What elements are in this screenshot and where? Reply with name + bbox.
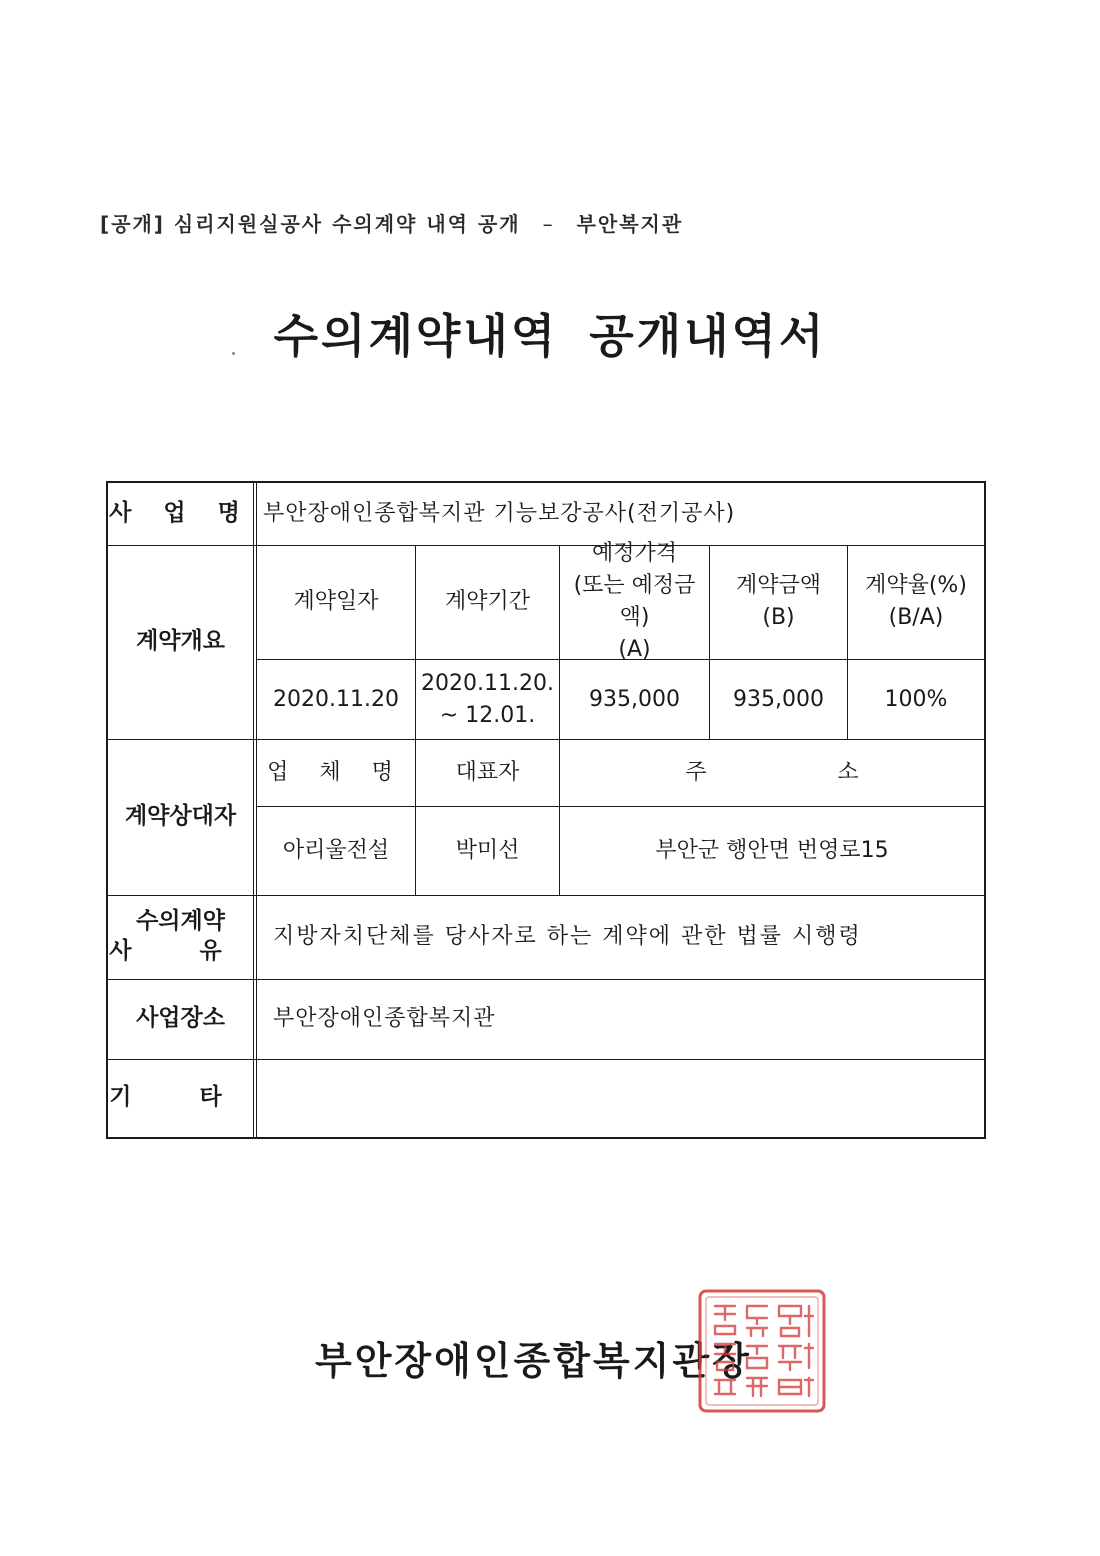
header-rate-line1: 계약율(%) (865, 573, 967, 599)
value-estimated-price: 935,000 (589, 686, 680, 712)
header-estimated-line2: (또는 예정금액) (573, 573, 696, 630)
value-contract-date: 2020.11.20 (273, 686, 399, 712)
scan-speck (232, 352, 235, 355)
reason-value: 지방자치단체를 당사자로 하는 계약에 관한 법률 시행령 (273, 924, 862, 950)
header-amount-line2: (B) (762, 605, 795, 630)
header-contract-rate (848, 545, 984, 659)
issuer-signature: 부안장애인종합복지관장 (315, 1339, 752, 1383)
header-amount-line1: 계약금액 (735, 573, 821, 599)
official-seal-icon (697, 1288, 827, 1414)
header-note-dash: – (542, 212, 555, 236)
value-period-line2: ~ 12.01. (439, 702, 536, 728)
value-representative: 박미선 (455, 838, 520, 864)
location-label: 사업장소 (136, 1005, 225, 1032)
header-contract-period: 계약기간 (444, 589, 530, 615)
header-address-char2: 소 (837, 759, 859, 785)
etc-value (257, 1059, 984, 1137)
value-address: 부안군 행안면 번영로15 (655, 838, 889, 864)
contract-table (106, 481, 986, 1139)
reason-label-line2: 사 유 (109, 938, 252, 964)
value-contract-period (416, 660, 559, 739)
header-note (100, 208, 683, 237)
header-estimated-line3: (A) (618, 636, 651, 662)
header-contract-amount (710, 545, 847, 659)
header-company-name: 업 체 명 (267, 759, 405, 785)
counterparty-label: 계약상대자 (124, 803, 237, 830)
value-company-name: 아리울전설 (282, 838, 390, 864)
value-period-line1: 2020.11.20. (421, 670, 554, 696)
etc-label: 기 타 (109, 1084, 252, 1111)
header-estimated-price (560, 541, 709, 662)
document-title: 수의계약내역 공개내역서 (273, 309, 827, 363)
value-contract-amount: 935,000 (733, 686, 824, 712)
header-address-char1: 주 (685, 759, 707, 785)
header-note-left: [공개] 심리지원실공사 수의계약 내역 공개 (100, 212, 521, 236)
header-note-right: 부안복지관 (576, 212, 684, 236)
header-estimated-line1: 예정가격 (591, 541, 677, 567)
project-label: 사 업 명 (109, 500, 252, 527)
value-contract-rate: 100% (884, 686, 948, 712)
reason-label-line1: 수의계약 (136, 908, 225, 935)
project-value: 부안장애인종합복지관 기능보강공사(전기공사) (263, 501, 736, 527)
header-representative: 대표자 (455, 759, 520, 785)
overview-label: 계약개요 (136, 628, 225, 655)
header-contract-date: 계약일자 (293, 589, 379, 615)
header-address (560, 739, 984, 806)
location-value: 부안장애인종합복지관 (273, 1006, 496, 1032)
header-rate-line2: (B/A) (888, 605, 944, 630)
reason-label (108, 895, 253, 979)
